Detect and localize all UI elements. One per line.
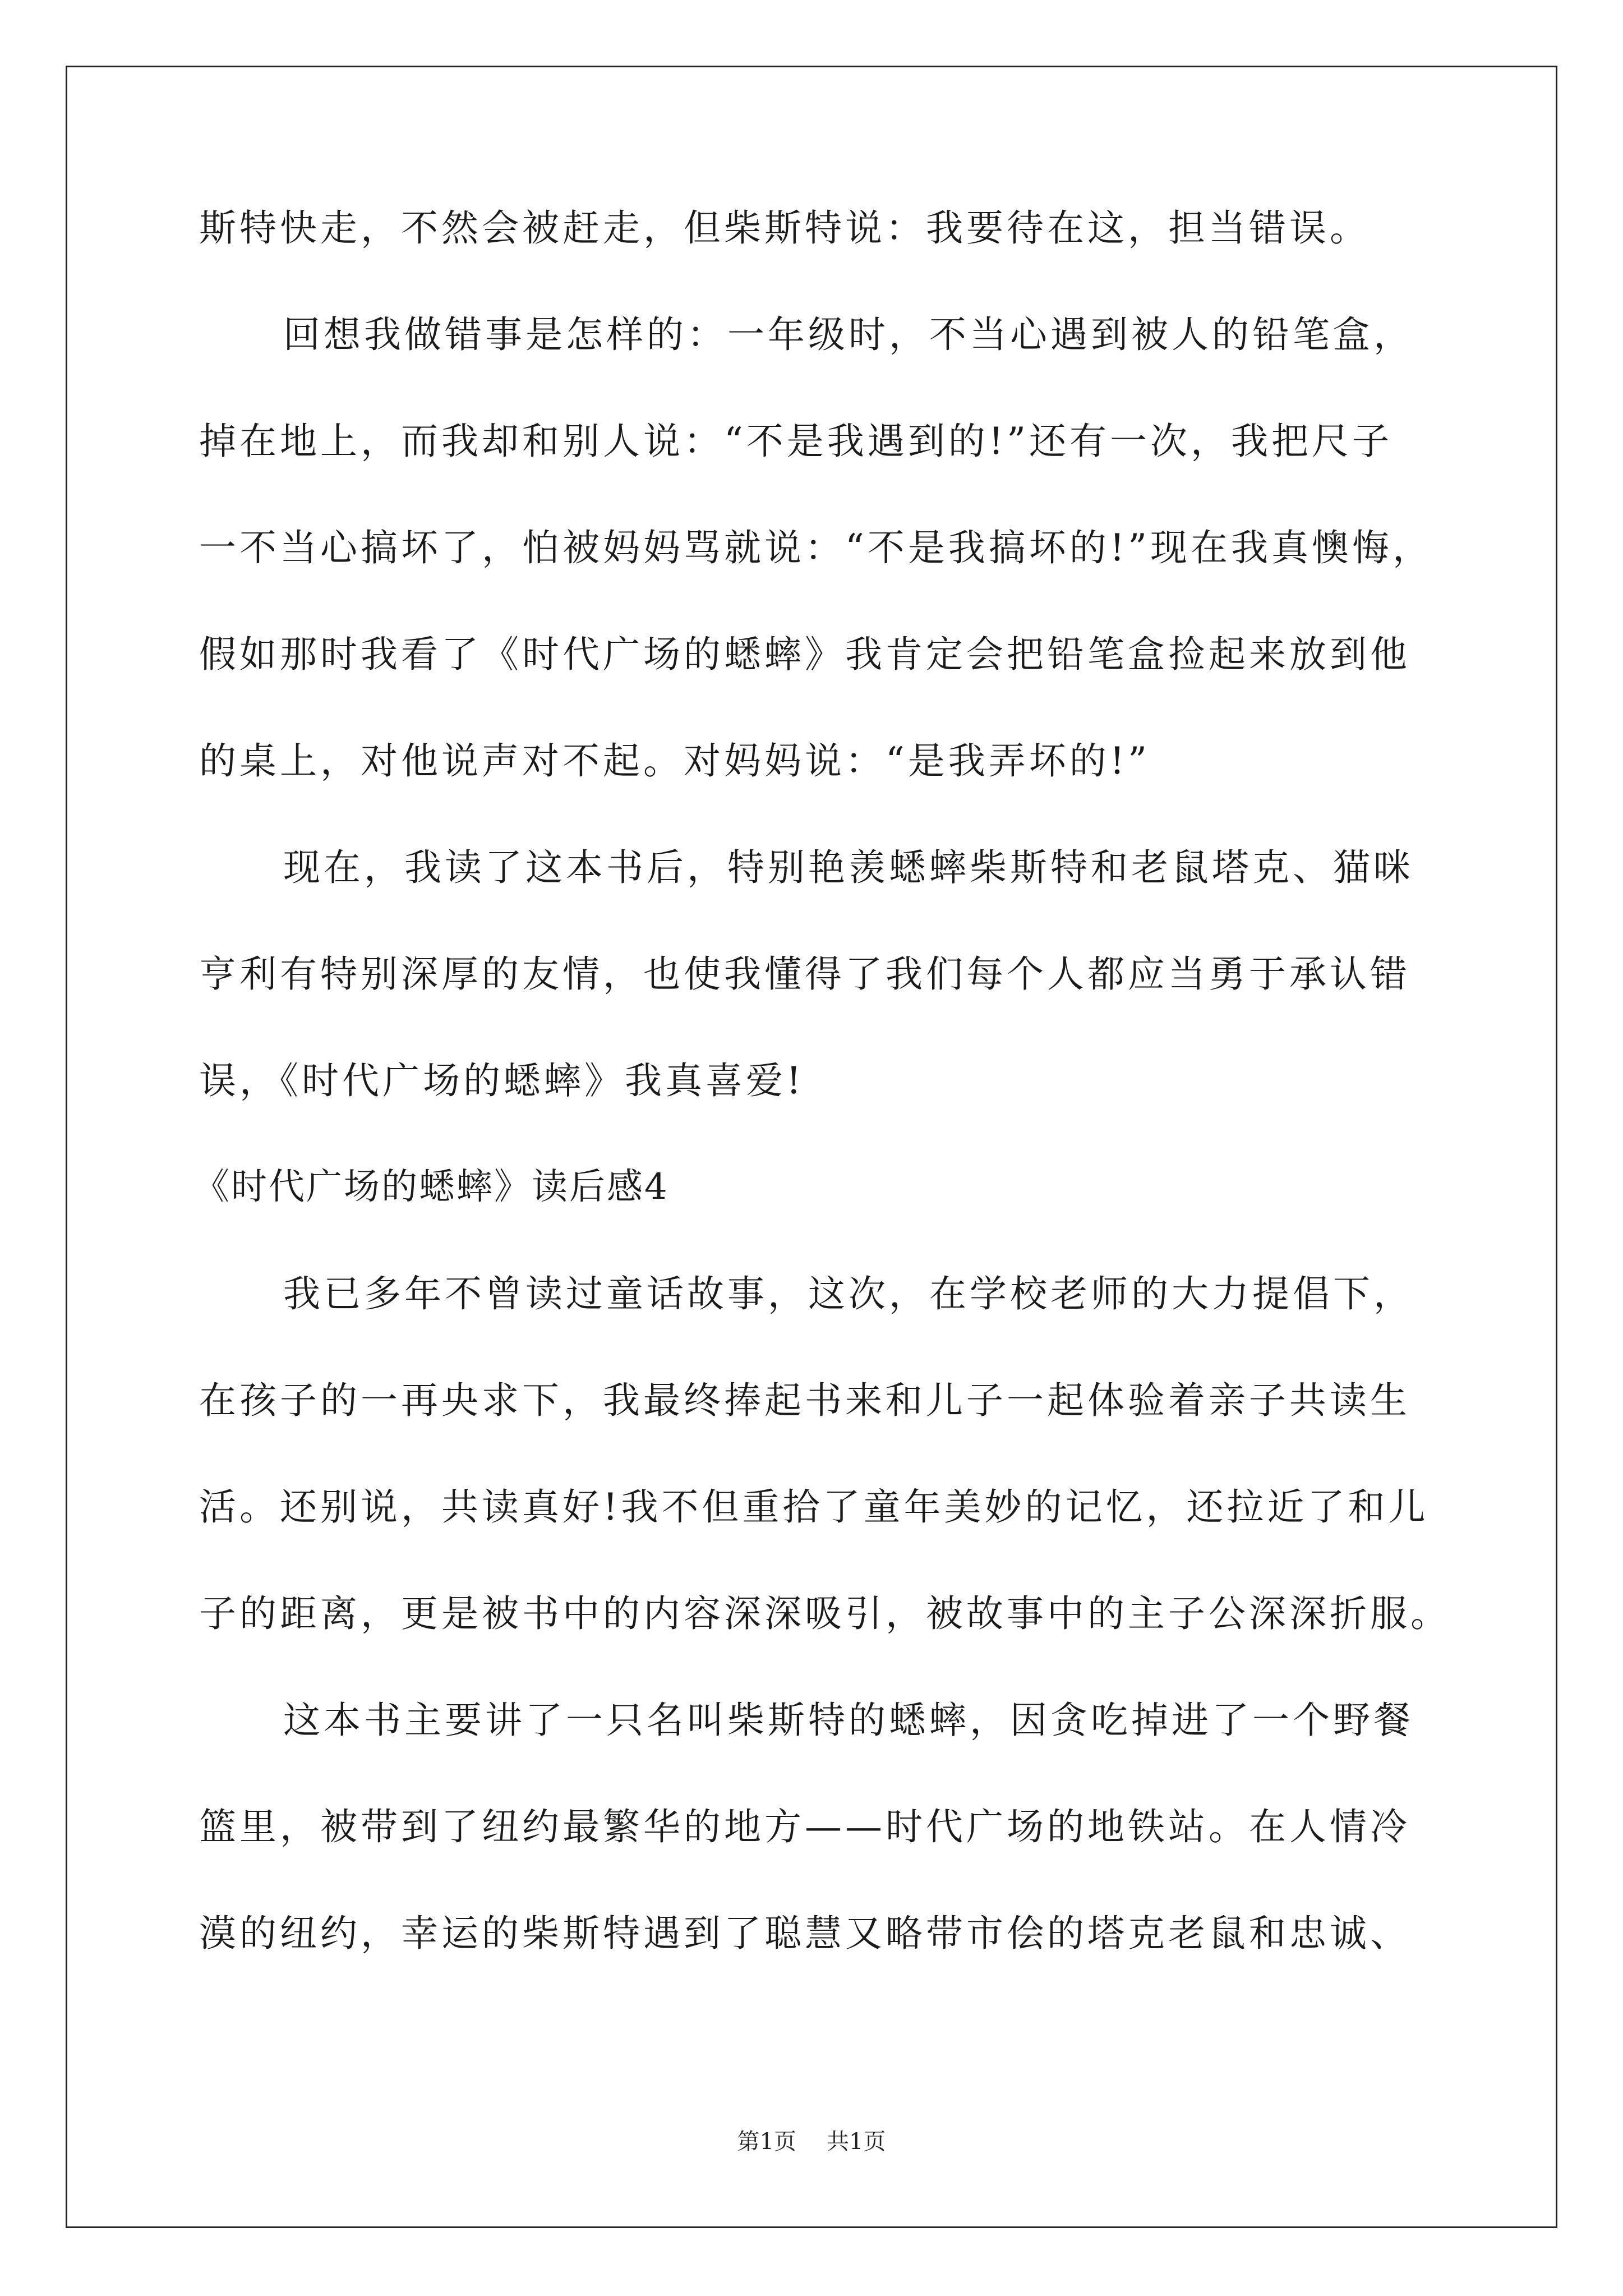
paragraph-line: 篮里，被带到了纽约最繁华的地方——时代广场的地铁站。在人情冷 [199,1805,1410,1848]
page-number: 第1页 [737,2129,796,2155]
paragraph-line: 我已多年不曾读过童话故事，这次，在学校老师的大力提倡下， [283,1272,1414,1315]
paragraph-line: 假如那时我看了《时代广场的蟋蟀》我肯定会把铅笔盒捡起来放到他 [199,633,1410,676]
document-body [193,206,1455,2022]
paragraph-line: 一不当心搞坏了，怕被妈妈骂就说：“不是我搞坏的!”现在我真懊悔， [199,526,1433,569]
section-heading: 《时代广场的蟋蟀》读后感4 [193,1166,669,1208]
paragraph-line: 回想我做错事是怎样的：一年级时，不当心遇到被人的铅笔盒， [283,313,1414,356]
paragraph-line: 掉在地上，而我却和别人说：“不是我遇到的!”还有一次，我把尺子 [199,420,1393,463]
paragraph-line: 亨利有特别深厚的友情，也使我懂得了我们每个人都应当勇于承认错 [199,953,1410,996]
page-footer [0,2131,1623,2153]
page-total: 共1页 [827,2129,886,2155]
paragraph-line: 这本书主要讲了一只名叫柴斯特的蟋蟀，因贪吃掉进了一个野餐 [283,1699,1414,1742]
paragraph-line: 漠的纽约，幸运的柴斯特遇到了聪慧又略带市侩的塔克老鼠和忠诚、 [199,1912,1410,1955]
paragraph-line: 误，《时代广场的蟋蟀》我真喜爱! [199,1059,805,1102]
paragraph-line: 斯特快走，不然会被赶走，但柴斯特说：我要待在这，担当错误。 [199,206,1370,250]
paragraph-line: 的桌上，对他说声对不起。对妈妈说：“是我弄坏的!” [199,739,1151,783]
paragraph-line: 在孩子的一再央求下，我最终捧起书来和儿子一起体验着亲子共读生 [199,1379,1410,1422]
paragraph-line: 活。还别说，共读真好!我不但重拾了童年美妙的记忆，还拉近了和儿 [199,1485,1429,1529]
paragraph-line: 子的距离，更是被书中的内容深深吸引，被故事中的主子公深深折服。 [199,1592,1451,1635]
paragraph-line: 现在，我读了这本书后，特别艳羡蟋蟀柴斯特和老鼠塔克、猫咪 [283,846,1414,889]
